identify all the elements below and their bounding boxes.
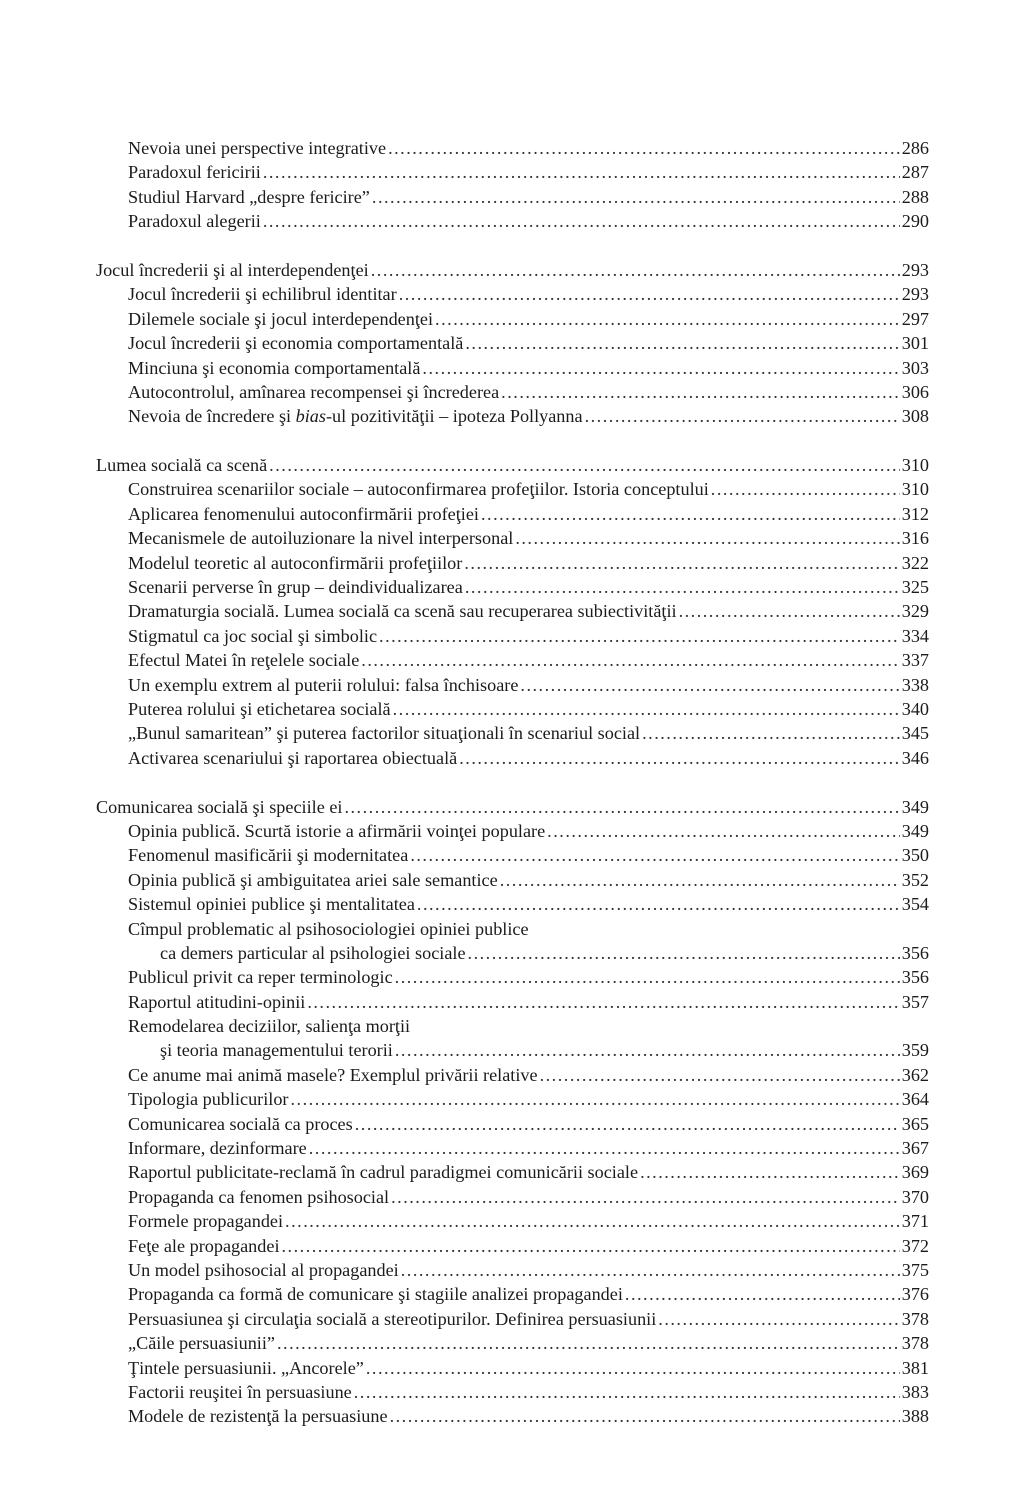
entry-title: Autocontrolul, amînarea recompensei şi încrederea bbox=[128, 381, 500, 402]
toc-section-entry[interactable] bbox=[96, 721, 929, 745]
page-number: 286 bbox=[901, 138, 929, 158]
dot-leader bbox=[291, 1087, 900, 1111]
page-number: 356 bbox=[901, 967, 929, 988]
toc-section-entry[interactable] bbox=[96, 404, 929, 428]
toc-section-entry[interactable] bbox=[96, 1258, 929, 1282]
entry-title: Fenomenul masificării şi modernitatea bbox=[128, 845, 409, 866]
page-number: 357 bbox=[901, 991, 929, 1012]
entry-title: Un model psihosocial al propagandei bbox=[128, 1259, 399, 1280]
toc-section-entry[interactable] bbox=[96, 160, 929, 184]
dot-leader bbox=[435, 307, 900, 331]
dot-leader bbox=[372, 185, 900, 209]
toc-section-entry[interactable] bbox=[96, 1136, 929, 1160]
page-number: 356 bbox=[901, 942, 929, 963]
entry-title: Feţe ale propagandei bbox=[128, 1235, 280, 1256]
entry-title: Ţintele persuasiunii. „Ancorele” bbox=[128, 1357, 364, 1378]
entry-title: Remodelarea deciziilor, salienţa morţii bbox=[128, 1016, 411, 1037]
dot-leader bbox=[520, 673, 899, 697]
toc-section-entry[interactable] bbox=[96, 673, 929, 697]
dot-leader bbox=[500, 868, 900, 892]
entry-title: Comunicarea socială ca proces bbox=[128, 1113, 353, 1134]
toc-section-entry[interactable] bbox=[96, 1063, 929, 1087]
toc-section-entry[interactable] bbox=[96, 941, 929, 965]
entry-title: Formele propagandei bbox=[128, 1211, 284, 1232]
dot-leader bbox=[371, 258, 900, 282]
page-number: 349 bbox=[901, 796, 929, 817]
entry-title: Puterea rolului şi etichetarea socială bbox=[128, 698, 391, 719]
entry-title: Stigmatul ca joc social şi simbolic bbox=[128, 625, 378, 646]
entry-title: „Bunul samaritean” şi puterea factorilor situaţionali în scenariul social bbox=[128, 723, 641, 744]
dot-leader bbox=[465, 575, 900, 599]
toc-section-entry[interactable] bbox=[96, 1380, 929, 1404]
page-number: 338 bbox=[901, 674, 929, 695]
page-number: 308 bbox=[901, 406, 929, 427]
toc-section-entry[interactable] bbox=[96, 697, 929, 721]
entry-title: Raportul atitudini-opinii bbox=[128, 991, 306, 1012]
dot-leader bbox=[269, 453, 900, 477]
entry-title: Efectul Matei în reţelele sociale bbox=[128, 650, 360, 671]
entry-title: Factorii reuşitei în persuasiune bbox=[128, 1381, 352, 1402]
entry-title: ca demers particular al psihologiei sociale bbox=[160, 942, 466, 963]
toc-section-entry[interactable] bbox=[96, 575, 929, 599]
toc-section-entry[interactable] bbox=[96, 1160, 929, 1184]
toc-section-entry[interactable] bbox=[96, 917, 929, 941]
dot-leader bbox=[355, 1112, 900, 1136]
dot-leader bbox=[401, 1258, 900, 1282]
dot-leader bbox=[379, 624, 900, 648]
toc-section-entry[interactable] bbox=[96, 551, 929, 575]
dot-leader bbox=[711, 477, 900, 501]
dot-leader bbox=[422, 356, 899, 380]
page-number: 325 bbox=[901, 577, 929, 598]
page-number: 383 bbox=[901, 1381, 929, 1402]
dot-leader bbox=[585, 404, 900, 428]
toc-section-entry[interactable] bbox=[96, 1185, 929, 1209]
dot-leader bbox=[390, 1404, 900, 1428]
toc-section-entry[interactable] bbox=[96, 1307, 929, 1331]
dot-leader bbox=[679, 599, 900, 623]
page-number: 381 bbox=[901, 1357, 929, 1378]
page-number: 310 bbox=[901, 479, 929, 500]
entry-title: Studiul Harvard „despre fericire” bbox=[128, 186, 370, 207]
toc-section-entry[interactable] bbox=[96, 380, 929, 404]
dot-leader bbox=[410, 843, 899, 867]
toc-section-entry[interactable] bbox=[96, 965, 929, 989]
dot-leader bbox=[395, 1038, 900, 1062]
page-number: 350 bbox=[901, 845, 929, 866]
entry-title: Ce anume mai animă masele? Exemplul privării relative bbox=[128, 1064, 538, 1085]
entry-title: Scenarii perverse în grup – deindividualizarea bbox=[128, 577, 463, 598]
dot-leader bbox=[307, 990, 899, 1014]
dot-leader bbox=[459, 746, 899, 770]
entry-title: Nevoia unei perspective integrative bbox=[128, 138, 387, 158]
toc-section-entry[interactable] bbox=[96, 624, 929, 648]
page-number: 349 bbox=[901, 820, 929, 841]
dot-leader bbox=[658, 1307, 899, 1331]
page-number: 290 bbox=[901, 211, 929, 232]
toc-section-entry[interactable] bbox=[96, 502, 929, 526]
entry-title: Activarea scenariului şi raportarea obiectuală bbox=[128, 747, 458, 768]
dot-leader bbox=[642, 721, 900, 745]
page-number: 340 bbox=[901, 698, 929, 719]
entry-title: Cîmpul problematic al psihosociologiei opiniei publice bbox=[128, 918, 529, 939]
dot-leader bbox=[366, 1356, 900, 1380]
entry-title: Nevoia de încredere şi bias-ul pozitivităţii – ipoteza Pollyanna bbox=[128, 406, 583, 427]
toc-section-entry[interactable] bbox=[96, 819, 929, 843]
entry-title: Persuasiunea şi circulaţia socială a stereotipurilor. Definirea persuasiunii bbox=[128, 1308, 657, 1329]
toc-section-entry[interactable] bbox=[96, 1331, 929, 1355]
dot-leader bbox=[344, 795, 899, 819]
dot-leader bbox=[468, 941, 900, 965]
toc-section-entry[interactable] bbox=[96, 746, 929, 770]
toc-section-entry[interactable] bbox=[96, 331, 929, 355]
toc-section-entry[interactable] bbox=[96, 1038, 929, 1062]
dot-leader bbox=[361, 648, 899, 672]
entry-title: Opinia publică. Scurtă istorie a afirmării voinţei populare bbox=[128, 820, 546, 841]
entry-title: Paradoxul fericirii bbox=[128, 162, 261, 183]
dot-leader bbox=[282, 1234, 900, 1258]
page-number: 297 bbox=[901, 308, 929, 329]
toc-section-entry[interactable] bbox=[96, 1087, 929, 1111]
page-number: 316 bbox=[901, 528, 929, 549]
page-number: 372 bbox=[901, 1235, 929, 1256]
dot-leader bbox=[309, 1136, 900, 1160]
dot-leader bbox=[395, 965, 900, 989]
page-number: 369 bbox=[901, 1162, 929, 1183]
toc-section-entry[interactable] bbox=[96, 1112, 929, 1136]
dot-leader bbox=[393, 697, 900, 721]
page-number: 287 bbox=[901, 162, 929, 183]
toc-chapter-entry[interactable] bbox=[96, 795, 929, 819]
entry-title: Jocul încrederii şi economia comportamentală bbox=[128, 333, 464, 354]
dot-leader bbox=[625, 1282, 900, 1306]
dot-leader bbox=[263, 160, 900, 184]
toc-section-entry[interactable] bbox=[96, 599, 929, 623]
toc-chapter-entry[interactable] bbox=[96, 258, 929, 282]
entry-title: Mecanismele de autoiluzionare la nivel interpersonal bbox=[128, 528, 514, 549]
toc-section-entry[interactable] bbox=[96, 282, 929, 306]
entry-title: Construirea scenariilor sociale – autoconfirmarea profeţiilor. Istoria conceptului bbox=[128, 479, 709, 500]
entry-title: Comunicarea socială şi speciile ei bbox=[96, 796, 343, 817]
dot-leader bbox=[465, 331, 899, 355]
entry-title: şi teoria managementului terorii bbox=[160, 1040, 393, 1061]
page-number: 370 bbox=[901, 1186, 929, 1207]
entry-title: Modele de rezistenţă la persuasiune bbox=[128, 1406, 388, 1427]
toc-section-entry[interactable] bbox=[96, 868, 929, 892]
toc-section-entry[interactable] bbox=[96, 477, 929, 501]
entry-title: Lumea socială ca scenă bbox=[96, 455, 268, 476]
section-gap bbox=[96, 429, 929, 453]
dot-leader bbox=[285, 1209, 900, 1233]
page-number: 322 bbox=[901, 552, 929, 573]
table-of-contents bbox=[96, 136, 929, 1429]
entry-title: Jocul încrederii şi echilibrul identitar bbox=[128, 284, 397, 305]
page-number: 364 bbox=[901, 1089, 929, 1110]
dot-leader bbox=[277, 1331, 900, 1355]
entry-title: Informare, dezinformare bbox=[128, 1138, 307, 1159]
page-number: 293 bbox=[901, 259, 929, 280]
toc-section-entry[interactable] bbox=[96, 990, 929, 1014]
toc-section-entry[interactable] bbox=[96, 185, 929, 209]
dot-leader bbox=[417, 892, 900, 916]
dot-leader bbox=[391, 1185, 900, 1209]
page-number: 329 bbox=[901, 601, 929, 622]
page-number: 359 bbox=[901, 1040, 929, 1061]
page-number: 337 bbox=[901, 650, 929, 671]
page-number: 362 bbox=[901, 1064, 929, 1085]
dot-leader bbox=[547, 819, 900, 843]
dot-leader bbox=[354, 1380, 900, 1404]
page-number: 367 bbox=[901, 1138, 929, 1159]
page-number: 376 bbox=[901, 1284, 929, 1305]
entry-title: Aplicarea fenomenului autoconfirmării profeţiei bbox=[128, 503, 479, 524]
page-number: 312 bbox=[901, 503, 929, 524]
toc-section-entry[interactable] bbox=[96, 356, 929, 380]
toc-section-entry[interactable] bbox=[96, 648, 929, 672]
dot-leader bbox=[640, 1160, 900, 1184]
page-number: 375 bbox=[901, 1259, 929, 1280]
page-number: 371 bbox=[901, 1211, 929, 1232]
toc-section-entry[interactable] bbox=[96, 1356, 929, 1380]
dot-leader bbox=[540, 1063, 900, 1087]
entry-title: Dramaturgia socială. Lumea socială ca scenă sau recuperarea subiectivităţii bbox=[128, 601, 677, 622]
dot-leader bbox=[501, 380, 900, 404]
page-number: 354 bbox=[901, 894, 929, 915]
entry-title: Raportul publicitate-reclamă în cadrul paradigmei comunicării sociale bbox=[128, 1162, 639, 1183]
toc-section-entry[interactable] bbox=[96, 843, 929, 867]
dot-leader bbox=[515, 526, 899, 550]
page-number: 352 bbox=[901, 869, 929, 890]
entry-title: „Căile persuasiunii” bbox=[128, 1333, 275, 1354]
entry-title: Opinia publică şi ambiguitatea ariei sale semantice bbox=[128, 869, 498, 890]
page-number: 378 bbox=[901, 1333, 929, 1354]
dot-leader bbox=[399, 282, 900, 306]
page-number: 293 bbox=[901, 284, 929, 305]
entry-title: Propaganda ca fenomen psihosocial bbox=[128, 1186, 390, 1207]
toc-section-entry[interactable] bbox=[96, 209, 929, 233]
entry-title: Publicul privit ca reper terminologic bbox=[128, 967, 393, 988]
toc-section-entry[interactable] bbox=[96, 526, 929, 550]
dot-leader bbox=[481, 502, 900, 526]
page-number: 346 bbox=[901, 747, 929, 768]
entry-title: Paradoxul alegerii bbox=[128, 211, 261, 232]
section-gap bbox=[96, 234, 929, 258]
page-number: 378 bbox=[901, 1308, 929, 1329]
dot-leader bbox=[388, 136, 900, 160]
entry-title: Un exemplu extrem al puterii rolului: falsa închisoare bbox=[128, 674, 519, 695]
page-number: 365 bbox=[901, 1113, 929, 1134]
page-number: 345 bbox=[901, 723, 929, 744]
toc-section-entry[interactable] bbox=[96, 1282, 929, 1306]
toc-section-entry[interactable] bbox=[96, 136, 929, 160]
entry-title: Propaganda ca formă de comunicare şi stagiile analizei propagandei bbox=[128, 1284, 623, 1305]
page-number: 306 bbox=[901, 381, 929, 402]
page-number: 303 bbox=[901, 357, 929, 378]
section-gap bbox=[96, 770, 929, 794]
toc-chapter-entry[interactable] bbox=[96, 453, 929, 477]
entry-title: Minciuna şi economia comportamentală bbox=[128, 357, 421, 378]
page-number: 334 bbox=[901, 625, 929, 646]
entry-title: Tipologia publicurilor bbox=[128, 1089, 289, 1110]
page-number: 301 bbox=[901, 333, 929, 354]
toc-section-entry[interactable] bbox=[96, 892, 929, 916]
page-number: 310 bbox=[901, 455, 929, 476]
entry-title: Dilemele sociale şi jocul interdependenţei bbox=[128, 308, 434, 329]
entry-title: Sistemul opiniei publice şi mentalitatea bbox=[128, 894, 415, 915]
dot-leader bbox=[263, 209, 900, 233]
toc-section-entry[interactable] bbox=[96, 1014, 929, 1038]
toc-section-entry[interactable] bbox=[96, 1209, 929, 1233]
toc-section-entry[interactable] bbox=[96, 307, 929, 331]
dot-leader bbox=[464, 551, 899, 575]
page-number: 288 bbox=[901, 186, 929, 207]
toc-section-entry[interactable] bbox=[96, 1404, 929, 1428]
toc-section-entry[interactable] bbox=[96, 1234, 929, 1258]
entry-title: Modelul teoretic al autoconfirmării profeţiilor bbox=[128, 552, 463, 573]
page-number: 388 bbox=[901, 1406, 929, 1427]
entry-title: Jocul încrederii şi al interdependenţei bbox=[96, 259, 369, 280]
